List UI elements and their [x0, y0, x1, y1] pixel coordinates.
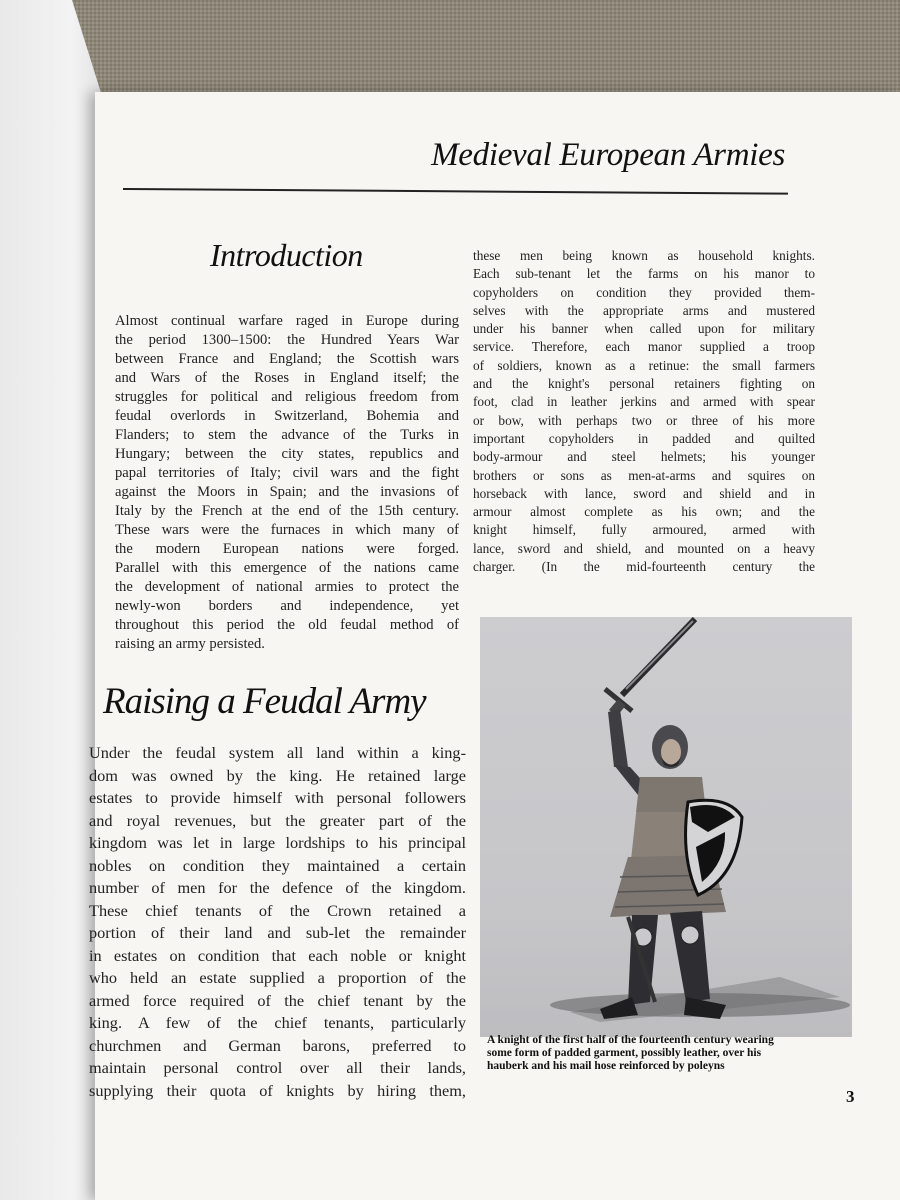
page-number: 3 [846, 1087, 855, 1106]
raising.lines-line: in estates on condition that each noble or knight [89, 945, 466, 965]
book-page [89, 92, 900, 1200]
introduction.lines-line: Flanders; to stem the advance of the Turks in [115, 427, 459, 443]
right_column.lines-line: important copyholders in padded and quilted [473, 430, 815, 446]
introduction-heading: Introduction [210, 237, 363, 273]
raising.lines-line: kingdom was let in large lordships to his principal [89, 833, 466, 852]
introduction.lines-line: Italy by the French at the end of the 15th century. [115, 503, 459, 519]
introduction.lines-line: These wars were the furnaces in which many of [115, 522, 459, 538]
right_column.lines-line: horseback with lance, sword and shield and in [473, 485, 815, 501]
raising.lines-line: who held an estate supplied a proportion of the [89, 968, 466, 987]
right_column.lines-line: knight himself, fully armoured, armed with [473, 522, 815, 538]
running-header-title: Medieval European Armies [431, 137, 785, 173]
introduction.lines-line: and Wars of the Roses in England itself; the [115, 370, 459, 386]
right_column.lines-line: lance, sword and shield, and mounted on a heavy [473, 540, 815, 556]
raising.lines-line: king. A few of the chief tenants, particularly [89, 1013, 466, 1032]
raising-heading: Raising a Feudal Army [103, 681, 426, 722]
right_column.lines-line: under his banner when called upon for military [473, 321, 815, 337]
right_column.lines-line: or bow, with perhaps two or three of his more [473, 412, 815, 428]
raising.lines-line: dom was owned by the king. He retained large [89, 765, 466, 785]
knight-drawing [480, 617, 852, 1037]
introduction.lines-line: between France and England; the Scottish wars [115, 351, 459, 367]
raising.lines-line: supplying their quota of knights by hiring them, [89, 1080, 466, 1100]
introduction.lines-line: papal territories of Italy; civil wars and the fight [115, 465, 459, 481]
introduction.lines-line: Almost continual warfare raged in Europe during [115, 313, 459, 329]
raising.lines-line: churchmen and German barons, preferred to [89, 1035, 466, 1055]
right_column.lines-line: foot, clad in leather jerkins and armed with spear [473, 394, 815, 410]
introduction.lines-line: the modern European nations were forged. [115, 541, 459, 557]
caption-line: some form of padded garment, possibly leather, over his [487, 1047, 762, 1060]
right_column.lines-line: service. Therefore, each manor supplied a troop [473, 339, 815, 355]
right_column.lines-line: body-armour and steel helmets; his younger [473, 449, 815, 465]
caption-line: hauberk and his mail hose reinforced by poleyns [487, 1060, 725, 1073]
introduction-text [115, 312, 459, 654]
right_column.lines-line: selves with the appropriate arms and mustered [473, 302, 815, 318]
introduction.lines-line: throughout this period the old feudal method of [115, 617, 459, 633]
raising.lines-line: number of men for the defence of the kingdom. [89, 878, 466, 897]
right-column-text [473, 247, 815, 576]
figure-caption [487, 1034, 867, 1074]
raising.lines-line: Under the feudal system all land within a king- [89, 743, 466, 762]
introduction.lines-line: raising an army persisted. [115, 636, 265, 652]
header-rule [123, 188, 788, 194]
raising.lines-line: These chief tenants of the Crown retained a [89, 900, 466, 920]
raising-text [89, 742, 466, 1102]
right_column.lines-line: Each sub-tenant let the farms on his manor to [473, 266, 815, 282]
raising.lines-line: nobles on condition they maintained a certain [89, 855, 466, 875]
introduction.lines-line: struggles for political and religious freedom from [115, 389, 459, 405]
right_column.lines-line: armour almost complete as his own; and the [473, 504, 815, 520]
right_column.lines-line: these men being known as household knights. [473, 248, 815, 263]
raising.lines-line: armed force required of the chief tenant by the [89, 990, 466, 1010]
right_column.lines-line: copyholders on condition they provided them- [473, 284, 815, 300]
caption-line: A knight of the first half of the fourteenth century wearing [487, 1034, 774, 1046]
introduction.lines-line: the development of national armies to protect the [115, 579, 459, 595]
introduction.lines-line: the period 1300–1500: the Hundred Years War [115, 332, 459, 348]
introduction.lines-line: newly-won borders and independence, yet [115, 598, 459, 614]
raising.lines-line: maintain personal control over all their lands, [89, 1058, 466, 1077]
introduction.lines-line: Hungary; between the city states, republics and [115, 446, 459, 462]
raising.lines-line: estates to provide himself with personal followers [89, 788, 466, 807]
knight-illustration [480, 617, 852, 1037]
raising.lines-line: and royal revenues, but the greater part of the [89, 810, 466, 830]
introduction.lines-line: Parallel with this emergence of the nations came [115, 560, 459, 576]
right_column.lines-line: charger. (In the mid-fourteenth century the [473, 559, 815, 575]
introduction.lines-line: feudal overlords in Switzerland, Bohemia and [115, 408, 459, 424]
right_column.lines-line: brothers or sons as men-at-arms and squires on [473, 467, 815, 483]
raising.lines-line: portion of their land and sub-let the remainder [89, 923, 466, 942]
right_column.lines-line: of soldiers, known as a retinue: the small farmers [473, 357, 815, 373]
right_column.lines-line: and the knight's personal retainers fighting on [473, 376, 815, 392]
introduction.lines-line: against the Moors in Spain; and the invasions of [115, 484, 459, 500]
